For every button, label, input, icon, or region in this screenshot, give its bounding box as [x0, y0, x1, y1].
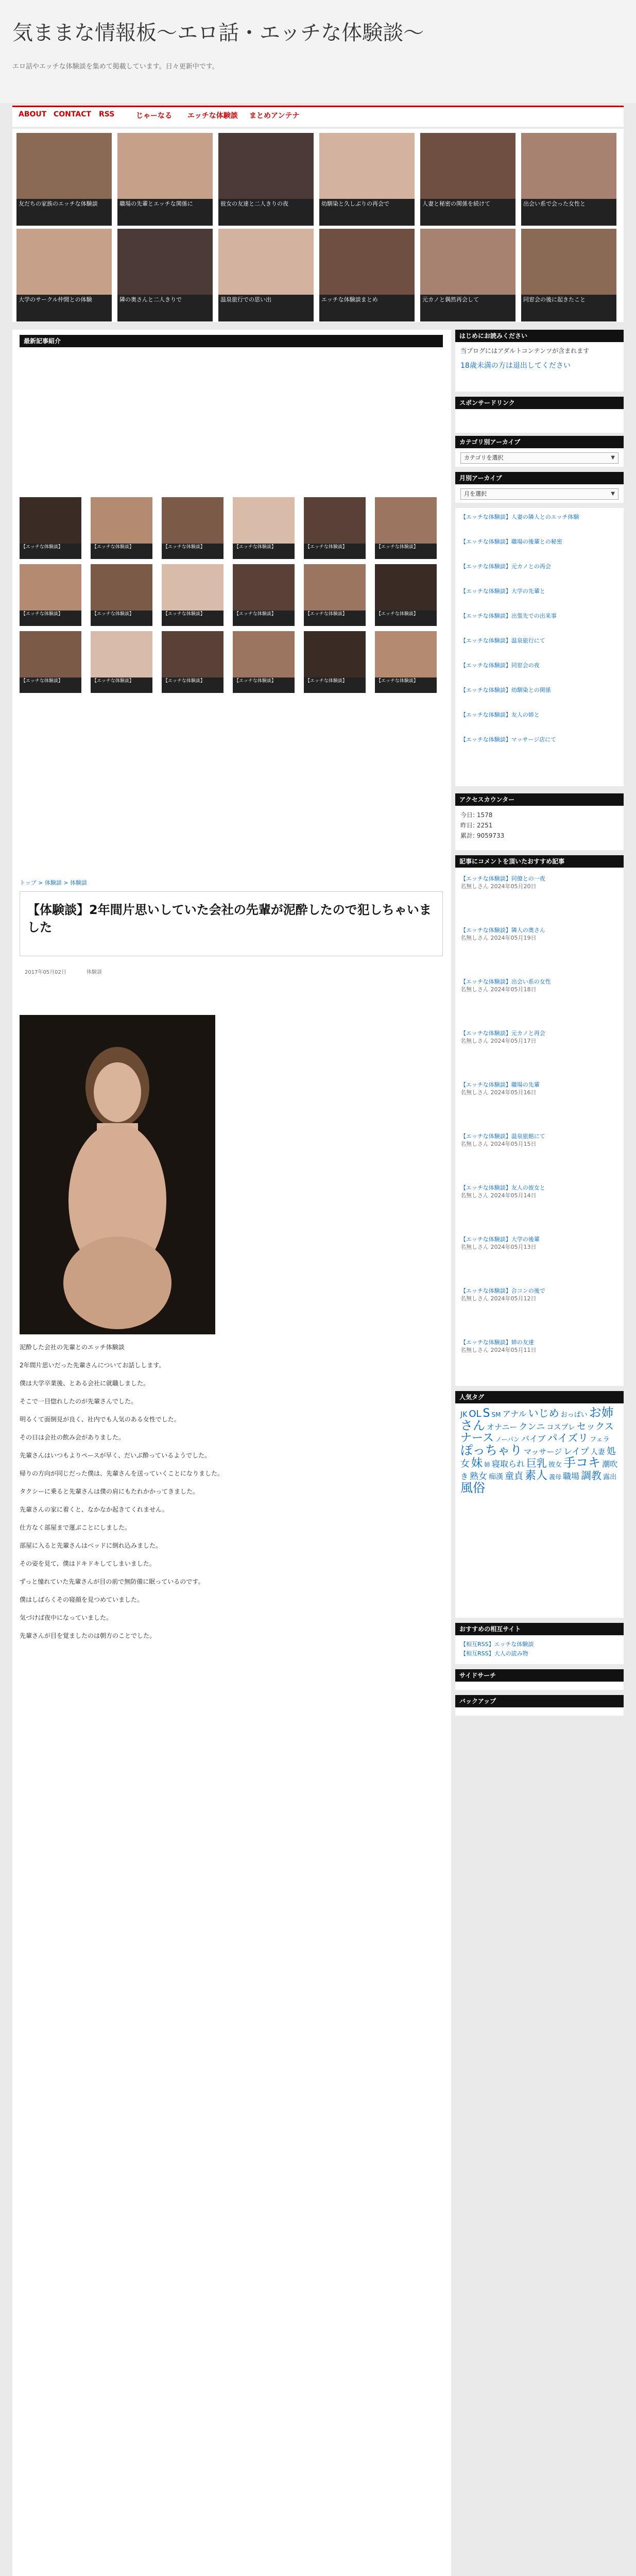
article-thumb[interactable] [375, 564, 437, 626]
thumb-caption[interactable]: 幼馴染と久しぶりの再会で [319, 199, 415, 226]
article-paragraph: タクシーに乗ると先輩さんは僕の肩にもたれかかってきました。 [20, 1488, 199, 1495]
yesterday-count: 2251 [476, 822, 493, 829]
article-paragraph: そこで一目惚れしたのが先輩さんでした。 [20, 1398, 137, 1405]
today-count: 1578 [476, 811, 493, 819]
article-thumb-image [375, 497, 437, 544]
article-thumb[interactable] [304, 497, 366, 559]
comment-byline: 名無しさん 2024年05月20日 [460, 883, 537, 890]
comments-title: 記事にコメントを頂いたおすすめ記事 [455, 855, 624, 868]
tag-link[interactable]: 素人 [525, 1469, 548, 1482]
nav-rss[interactable]: RSS [99, 110, 115, 118]
recent-link[interactable]: 【エッチな体験談】幼馴染との関係 [460, 687, 551, 693]
article-thumb-image [375, 631, 437, 677]
notice-widget [455, 330, 624, 392]
global-nav [12, 106, 624, 127]
category-archive-title: カテゴリ別アーカイブ [455, 436, 624, 448]
tag-link[interactable]: 手コキ [563, 1455, 601, 1470]
nav-contact[interactable]: CONTACT [54, 110, 92, 118]
yesterday-label: 昨日: [460, 822, 475, 829]
tag-link[interactable]: JK [460, 1411, 468, 1419]
article-thumb-image [20, 497, 81, 544]
recent-link[interactable]: 【エッチな体験談】職場の後輩との秘密 [460, 538, 562, 545]
comment-item [460, 1338, 618, 1354]
tag-link[interactable]: ナース [460, 1432, 494, 1445]
article-thumb-image [91, 631, 152, 677]
article-thumb-caption[interactable]: 【エッチな体験談】 [20, 677, 81, 693]
tag-link[interactable]: バイブ [521, 1434, 546, 1444]
article-date: 2017年05月02日 [25, 970, 66, 975]
thumb-caption[interactable]: 彼女の友達と二人きりの夜 [218, 199, 314, 226]
tag-link[interactable]: S [483, 1407, 490, 1420]
article-thumb[interactable] [162, 631, 224, 693]
thumb-caption[interactable]: 元カノと偶然再会して [420, 295, 515, 321]
article-thumb-image [304, 631, 366, 677]
recent-links-widget [455, 508, 624, 786]
article-thumb-image [20, 631, 81, 677]
tag-link[interactable]: レイプ [563, 1447, 589, 1457]
article-thumb-caption[interactable]: 【エッチな体験談】 [91, 677, 152, 693]
comment-byline: 名無しさん 2024年05月14日 [460, 1192, 537, 1199]
featured-thumb[interactable] [521, 229, 616, 321]
article-thumb-caption[interactable]: 【エッチな体験談】 [162, 544, 224, 559]
comment-article-link[interactable]: 【エッチな体験談】隣人の奥さん [460, 927, 545, 934]
nav-journal[interactable]: じゃーなる [136, 112, 172, 120]
thumb-caption[interactable]: 出会い系で会った女性と [521, 199, 616, 226]
comment-item [460, 1081, 618, 1096]
side-search-title: サイドサーチ [455, 1669, 624, 1682]
tag-link[interactable]: コスプレ [546, 1423, 575, 1432]
article-thumb-image [304, 564, 366, 611]
article-thumb[interactable] [233, 497, 295, 559]
category-select-value: カテゴリを選択 [464, 454, 504, 461]
tag-link[interactable]: パイズリ [547, 1432, 589, 1444]
tag-link[interactable]: 処女 [460, 1446, 616, 1469]
article-thumb-caption[interactable]: 【エッチな体験談】 [20, 544, 81, 559]
article-thumb-caption[interactable]: 【エッチな体験談】 [162, 677, 224, 693]
article-thumb-caption[interactable]: 【エッチな体験談】 [304, 611, 366, 626]
comment-article-link[interactable]: 【エッチな体験談】友人の彼女と [460, 1184, 545, 1191]
comment-byline: 名無しさん 2024年05月18日 [460, 986, 537, 993]
article-paragraph: その姿を見て、僕はドキドキしてしまいました。 [20, 1560, 156, 1567]
recent-link[interactable]: 【エッチな体験談】出張先での出来事 [460, 613, 557, 619]
comment-item [460, 1287, 618, 1302]
article-thumb-caption[interactable]: 【エッチな体験談】 [304, 544, 366, 559]
category-archive-widget [455, 436, 624, 467]
article-thumb[interactable] [233, 564, 295, 626]
tag-link[interactable]: 熟女 [470, 1471, 488, 1482]
category-select[interactable] [460, 452, 618, 464]
article-thumb[interactable] [304, 631, 366, 693]
article-body [20, 1360, 432, 1649]
tag-cloud-widget [455, 1391, 624, 1618]
thumb-caption[interactable]: エッチな体験談まとめ [319, 295, 415, 321]
article-thumb-caption[interactable]: 【エッチな体験談】 [91, 544, 152, 559]
nav-experience[interactable]: エッチな体験談 [187, 112, 238, 120]
article-thumb-image [162, 564, 224, 611]
article-thumb[interactable] [20, 564, 81, 626]
sidebar [455, 330, 624, 2576]
tag-link[interactable]: 寝取られ [492, 1459, 525, 1469]
tag-link[interactable]: お姉さん [460, 1405, 614, 1433]
thumb-caption[interactable]: 隣の奥さんと二人きりで [117, 295, 213, 321]
comment-article-link[interactable]: 【エッチな体験談】温泉旅館にて [460, 1133, 545, 1140]
tag-link[interactable]: フェラ [590, 1436, 610, 1444]
article-thumb[interactable] [91, 631, 152, 693]
comment-article-link[interactable]: 【エッチな体験談】出会い系の女性 [460, 978, 551, 985]
total-count: 9059733 [476, 832, 505, 839]
recent-link[interactable]: 【エッチな体験談】同窓会の夜 [460, 662, 540, 669]
month-archive-widget [455, 472, 624, 503]
article-thumb[interactable] [162, 497, 224, 559]
tag-link[interactable]: オナニー [487, 1422, 518, 1432]
comment-byline: 名無しさん 2024年05月13日 [460, 1244, 537, 1250]
article-title-box [20, 891, 443, 956]
comment-byline: 名無しさん 2024年05月12日 [460, 1295, 537, 1302]
tag-link[interactable]: OL [469, 1409, 482, 1419]
article-thumb-image [233, 631, 295, 677]
comment-article-link[interactable]: 【エッチな体験談】元カノと再会 [460, 1030, 545, 1037]
featured-thumb[interactable] [319, 133, 415, 226]
site-description: エロ話やエッチな体験談を集めて掲載しています。日々更新中です。 [12, 63, 219, 71]
article-paragraph: 先輩さんの家に着くと、なかなか起きてくれません。 [20, 1506, 168, 1513]
tag-link[interactable]: 潮吹き [460, 1460, 618, 1481]
article-thumb-image [304, 497, 366, 544]
comment-article-link[interactable]: 【エッチな体験談】大学の後輩 [460, 1236, 540, 1243]
tag-link[interactable]: 姉 [484, 1461, 491, 1468]
thumb-image [319, 133, 415, 199]
month-select-value: 月を選択 [464, 490, 487, 497]
hero-caption: 泥酔した会社の先輩とのエッチ体験談 [20, 1344, 125, 1351]
article-thumb-image [91, 564, 152, 611]
comment-item [460, 1235, 618, 1251]
comment-byline: 名無しさん 2024年05月17日 [460, 1038, 537, 1044]
tag-link[interactable]: 童貞 [505, 1471, 524, 1482]
thumb-image [117, 133, 213, 199]
comment-article-link[interactable]: 【エッチな体験談】職場の先輩 [460, 1081, 540, 1088]
main-column [12, 330, 451, 2576]
mutual-link[interactable]: 【相互RSS】大人の読み物 [460, 1650, 528, 1657]
featured-thumb[interactable] [218, 133, 314, 226]
thumb-caption[interactable]: 友だちの家族のエッチな体験談 [16, 199, 112, 226]
total-label: 累計: [460, 832, 475, 839]
thumb-image [521, 133, 616, 199]
article-thumb[interactable] [162, 564, 224, 626]
recent-link[interactable]: 【エッチな体験談】大学の先輩と [460, 588, 545, 595]
site-title[interactable]: 気ままな情報板～エロ話・エッチな体験談～ [12, 21, 424, 45]
article-thumb-caption[interactable]: 【エッチな体験談】 [375, 611, 437, 626]
comment-byline: 名無しさん 2024年05月16日 [460, 1089, 537, 1096]
thumb-image [521, 229, 616, 295]
article-meta [20, 961, 443, 992]
comment-item [460, 1132, 618, 1148]
thumb-caption[interactable]: 同窓会の後に起きたこと [521, 295, 616, 321]
thumb-image [319, 229, 415, 295]
tag-link[interactable]: クンニ [519, 1422, 545, 1432]
article-thumb-image [91, 497, 152, 544]
tag-link[interactable]: いじめ [528, 1407, 559, 1419]
article-thumb[interactable] [91, 564, 152, 626]
comment-byline: 名無しさん 2024年05月19日 [460, 935, 537, 941]
article-thumb[interactable] [375, 497, 437, 559]
recent-link[interactable]: 【エッチな体験談】元カノとの再会 [460, 563, 551, 570]
tag-link[interactable]: ぽっちゃり [460, 1443, 522, 1458]
article-paragraph: 気づけば夜中になっていました。 [20, 1614, 113, 1621]
backup-title: バックアップ [455, 1695, 624, 1707]
article-thumb-image [375, 564, 437, 611]
featured-thumb[interactable] [521, 133, 616, 226]
featured-thumb[interactable] [420, 133, 515, 226]
article-thumb-image [162, 497, 224, 544]
comment-byline: 名無しさん 2024年05月15日 [460, 1141, 537, 1147]
comment-article-link[interactable]: 【エッチな体験談】同僚との一夜 [460, 875, 545, 882]
article-thumb-caption[interactable]: 【エッチな体験談】 [20, 611, 81, 626]
tag-link[interactable]: アナル [502, 1409, 527, 1419]
access-counter-title: アクセスカウンター [455, 793, 624, 806]
featured-thumb[interactable] [16, 229, 112, 321]
article-thumb[interactable] [304, 564, 366, 626]
thumb-image [218, 229, 314, 295]
breadcrumb[interactable]: トップ > 体験談 > 体験談 [20, 879, 88, 886]
article-thumb-image [233, 497, 295, 544]
article-paragraph: その日は会社の飲み会がありました。 [20, 1434, 125, 1441]
chevron-down-icon: ▼ [611, 455, 615, 461]
recent-link[interactable]: 【エッチな体験談】温泉旅行にて [460, 637, 545, 644]
tag-link[interactable]: 義母 [549, 1473, 562, 1481]
comment-item [460, 1184, 618, 1199]
mutual-widget [455, 1623, 624, 1664]
thumb-image [117, 229, 213, 295]
mutual-title: おすすめの相互サイト [455, 1623, 624, 1635]
section-header: 最新記事紹介 [20, 335, 443, 347]
article-paragraph: ずっと憧れていた先輩さんが目の前で無防備に眠っているのです。 [20, 1578, 204, 1585]
recent-link[interactable]: 【エッチな体験談】マッサージ店にて [460, 736, 557, 743]
article-thumb-caption[interactable]: 【エッチな体験談】 [375, 677, 437, 693]
tag-link[interactable]: 露出 [603, 1473, 617, 1481]
article-paragraph: 僕は大学卒業後、とある会社に就職しました。 [20, 1380, 150, 1387]
month-select[interactable] [460, 488, 618, 500]
article-paragraph: 帰りの方向が同じだった僕は、先輩さんを送っていくことになりました。 [20, 1470, 224, 1477]
featured-thumb[interactable] [117, 133, 213, 226]
mutual-link[interactable]: 【相互RSS】エッチな体験談 [460, 1641, 534, 1648]
thumb-caption[interactable]: 職場の先輩とエッチな関係に [117, 199, 213, 226]
tag-link[interactable]: 妹 [471, 1457, 483, 1470]
featured-thumb[interactable] [117, 229, 213, 321]
article-thumb[interactable] [375, 631, 437, 693]
article-thumb[interactable] [20, 631, 81, 693]
tag-link[interactable]: 巨乳 [526, 1457, 547, 1469]
recent-link[interactable]: 【エッチな体験談】友人の姉と [460, 711, 540, 718]
tag-link[interactable]: SM [491, 1411, 501, 1418]
comment-item [460, 875, 618, 890]
article-thumb-caption[interactable]: 【エッチな体験談】 [233, 544, 295, 559]
article-thumb-caption[interactable]: 【エッチな体験談】 [162, 611, 224, 626]
article-thumb-image [233, 564, 295, 611]
thumb-image [218, 133, 314, 199]
article-thumb-caption[interactable]: 【エッチな体験談】 [375, 544, 437, 559]
comment-article-link[interactable]: 【エッチな体験談】姉の友達 [460, 1339, 534, 1346]
thumb-caption[interactable]: 大学のサークル仲間との体験 [16, 295, 112, 321]
article-paragraph: 僕はしばらくその寝顔を見つめていました。 [20, 1596, 144, 1603]
backup-widget [455, 1695, 624, 1716]
comment-item [460, 978, 618, 993]
article-thumb[interactable] [233, 631, 295, 693]
article-thumb-caption[interactable]: 【エッチな体験談】 [233, 677, 295, 693]
tag-link[interactable]: 職場 [563, 1471, 580, 1481]
comment-byline: 名無しさん 2024年05月11日 [460, 1347, 537, 1353]
article-title: 【体験談】2年間片思いしていた会社の先輩が泥酔したので犯しちゃいました [27, 903, 432, 935]
recent-link[interactable]: 【エッチな体験談】人妻の隣人とのエッチ体験 [460, 514, 579, 520]
article-paragraph: 2年間片思いだった先輩さんについてお話しします。 [20, 1362, 165, 1369]
thumb-image [420, 133, 515, 199]
article-thumb-image [20, 564, 81, 611]
featured-thumb[interactable] [420, 229, 515, 321]
thumb-image [16, 133, 112, 199]
notice-title: はじめにお読みください [455, 330, 624, 342]
nav-about[interactable]: ABOUT [19, 110, 47, 118]
article-thumb-image [162, 631, 224, 677]
site-header [0, 0, 636, 103]
comment-item [460, 1029, 618, 1045]
featured-thumb[interactable] [218, 229, 314, 321]
tag-cloud-title: 人気タグ [455, 1391, 624, 1403]
tag-link[interactable]: ノーパン [495, 1436, 520, 1443]
comments-widget [455, 855, 624, 1386]
comment-article-link[interactable]: 【エッチな体験談】合コンの後で [460, 1287, 545, 1294]
thumb-image [16, 229, 112, 295]
tag-link[interactable]: 痴漢 [489, 1473, 504, 1481]
thumb-image [420, 229, 515, 295]
thumb-caption[interactable]: 温泉旅行での思い出 [218, 295, 314, 321]
article-thumb-caption[interactable]: 【エッチな体験談】 [233, 611, 295, 626]
chevron-down-icon: ▼ [611, 491, 615, 497]
tag-link[interactable]: マッサージ [524, 1447, 562, 1456]
nav-antenna[interactable]: まとめアンテナ [249, 112, 300, 120]
tag-link[interactable]: 彼女 [548, 1461, 562, 1469]
tag-link[interactable]: 風俗 [460, 1481, 485, 1495]
notice-line-1: 当ブログにはアダルトコンテンツが含まれます [460, 347, 590, 354]
article-paragraph: 部屋に入ると先輩さんはベッドに倒れ込みました。 [20, 1542, 162, 1549]
tag-link[interactable]: セックス [576, 1421, 614, 1432]
article-hero-image [20, 1015, 215, 1334]
access-counter-widget [455, 793, 624, 850]
article-paragraph: 仕方なく部屋まで運ぶことにしました。 [20, 1524, 131, 1531]
tag-link[interactable]: 調教 [581, 1469, 602, 1482]
tag-link[interactable]: おっぱい [560, 1411, 588, 1419]
featured-thumbnails [12, 129, 624, 322]
article-thumb-caption[interactable]: 【エッチな体験談】 [91, 611, 152, 626]
comment-item [460, 926, 618, 942]
article-thumb[interactable] [20, 497, 81, 559]
featured-thumb[interactable] [16, 133, 112, 226]
article-thumb[interactable] [91, 497, 152, 559]
article-paragraph: 明るくて面倒見が良く、社内でも人気のある女性でした。 [20, 1416, 180, 1423]
featured-thumb[interactable] [319, 229, 415, 321]
sponsored-title: スポンサードリンク [455, 397, 624, 409]
thumb-caption[interactable]: 人妻と秘密の関係を続けて [420, 199, 515, 226]
today-label: 今日: [460, 811, 475, 819]
side-search-widget [455, 1669, 624, 1690]
article-paragraph: 先輩さんはいつもよりペースが早く、だいぶ酔っているようでした。 [20, 1452, 211, 1459]
article-paragraph: 先輩さんが目を覚ましたのは朝方のことでした。 [20, 1632, 156, 1639]
article-thumb-caption[interactable]: 【エッチな体験談】 [304, 677, 366, 693]
sponsored-widget [455, 397, 624, 433]
notice-line-2[interactable]: 18歳未満の方は退出してください [460, 362, 571, 370]
month-archive-title: 月別アーカイブ [455, 472, 624, 484]
category-link[interactable]: 体験談 [87, 970, 102, 975]
tag-link[interactable]: 人妻 [590, 1448, 605, 1456]
